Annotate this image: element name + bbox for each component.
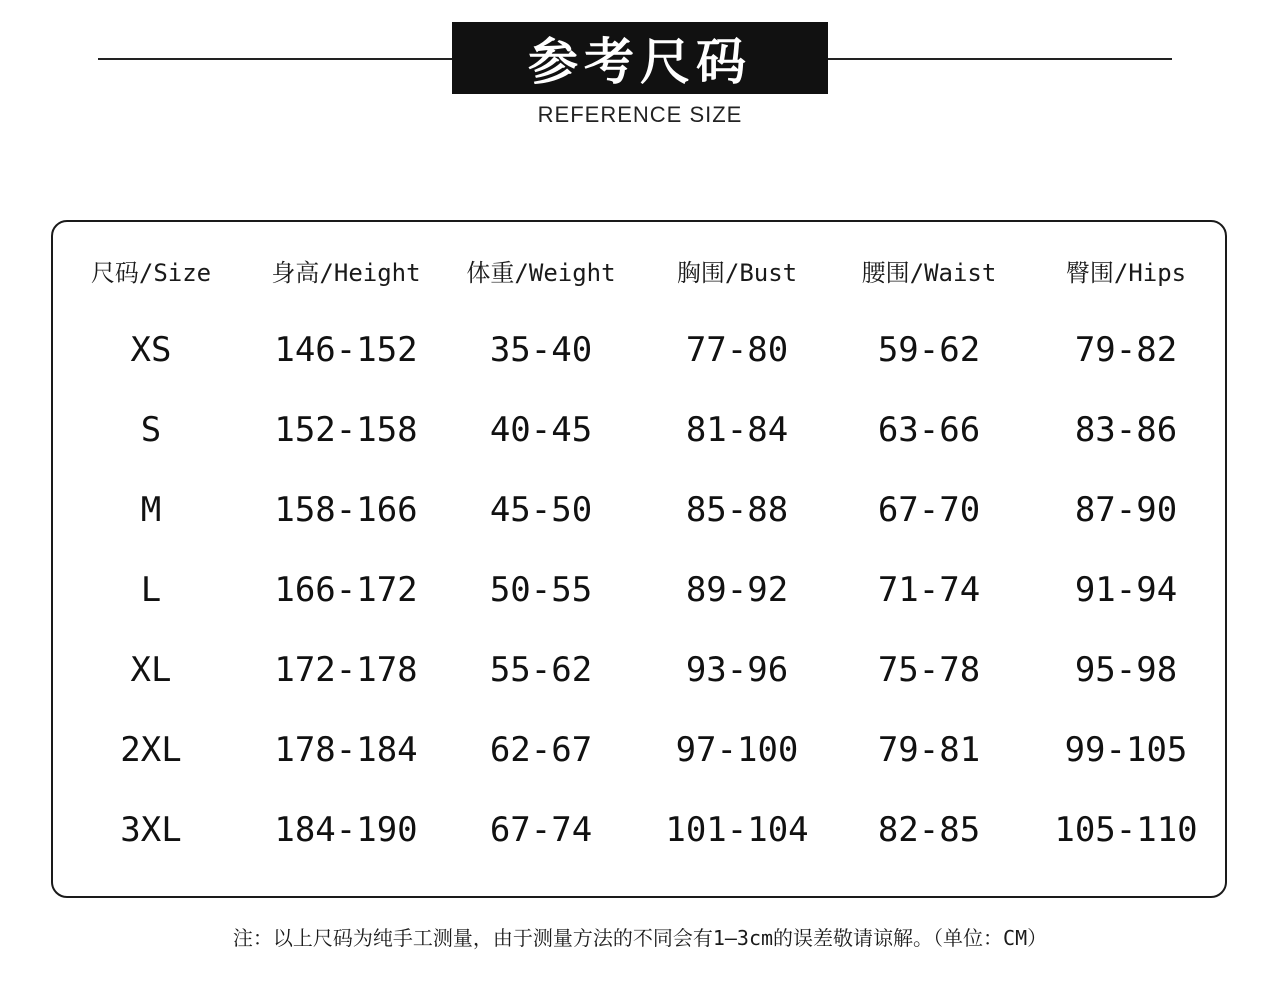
page-subtitle: REFERENCE SIZE [537, 102, 743, 127]
measurement-note: 注：以上尺码为纯手工测量，由于测量方法的不同会有1—3cm的误差敬请谅解。（单位：CM） [232, 926, 1048, 950]
cell-weight: 40-45 [489, 410, 593, 450]
cell-size: M [140, 490, 162, 530]
table-row [51, 550, 1227, 630]
cell-weight: 35-40 [489, 330, 593, 370]
cell-waist: 75-78 [877, 650, 981, 690]
cell-weight: 50-55 [489, 570, 593, 610]
cell-size: S [140, 410, 162, 450]
cell-bust: 85-88 [685, 490, 789, 530]
cell-size: 3XL [120, 810, 182, 850]
cell-size: XL [130, 650, 172, 690]
title-rule-right [826, 58, 1172, 60]
table-row [51, 390, 1227, 470]
column-header-height: 身高/Height [271, 258, 421, 287]
cell-waist: 67-70 [877, 490, 981, 530]
column-header-weight: 体重/Weight [466, 258, 616, 287]
table-row [51, 790, 1227, 870]
cell-height: 166-172 [274, 570, 418, 610]
cell-height: 184-190 [274, 810, 418, 850]
cell-bust: 93-96 [685, 650, 789, 690]
cell-bust: 97-100 [675, 730, 799, 770]
cell-hips: 105-110 [1054, 810, 1198, 850]
cell-size: 2XL [120, 730, 182, 770]
table-row [51, 630, 1227, 710]
title-banner [452, 22, 828, 94]
table-row [51, 470, 1227, 550]
cell-height: 178-184 [274, 730, 418, 770]
cell-height: 146-152 [274, 330, 418, 370]
cell-height: 158-166 [274, 490, 418, 530]
cell-size: XS [130, 330, 172, 370]
table-header-row [51, 230, 1227, 310]
cell-waist: 71-74 [877, 570, 981, 610]
cell-waist: 63-66 [877, 410, 981, 450]
title-rule-left [98, 58, 454, 60]
cell-weight: 67-74 [489, 810, 593, 850]
cell-hips: 99-105 [1064, 730, 1188, 770]
column-header-bust: 胸围/Bust [676, 258, 798, 287]
cell-hips: 95-98 [1074, 650, 1178, 690]
table-row [51, 710, 1227, 790]
cell-height: 152-158 [274, 410, 418, 450]
size-table [51, 230, 1227, 870]
cell-hips: 83-86 [1074, 410, 1178, 450]
table-row [51, 310, 1227, 390]
column-header-waist: 腰围/Waist [861, 258, 997, 287]
cell-height: 172-178 [274, 650, 418, 690]
cell-waist: 82-85 [877, 810, 981, 850]
cell-bust: 89-92 [685, 570, 789, 610]
cell-hips: 87-90 [1074, 490, 1178, 530]
cell-bust: 81-84 [685, 410, 789, 450]
column-header-size: 尺码/Size [90, 258, 212, 287]
cell-waist: 79-81 [877, 730, 981, 770]
cell-hips: 79-82 [1074, 330, 1178, 370]
cell-weight: 45-50 [489, 490, 593, 530]
cell-waist: 59-62 [877, 330, 981, 370]
cell-size: L [140, 570, 162, 610]
cell-weight: 62-67 [489, 730, 593, 770]
cell-weight: 55-62 [489, 650, 593, 690]
column-header-hips: 臀围/Hips [1065, 258, 1187, 287]
cell-bust: 101-104 [665, 810, 809, 850]
page-title: 参考尺码 [528, 32, 752, 91]
cell-bust: 77-80 [685, 330, 789, 370]
cell-hips: 91-94 [1074, 570, 1178, 610]
